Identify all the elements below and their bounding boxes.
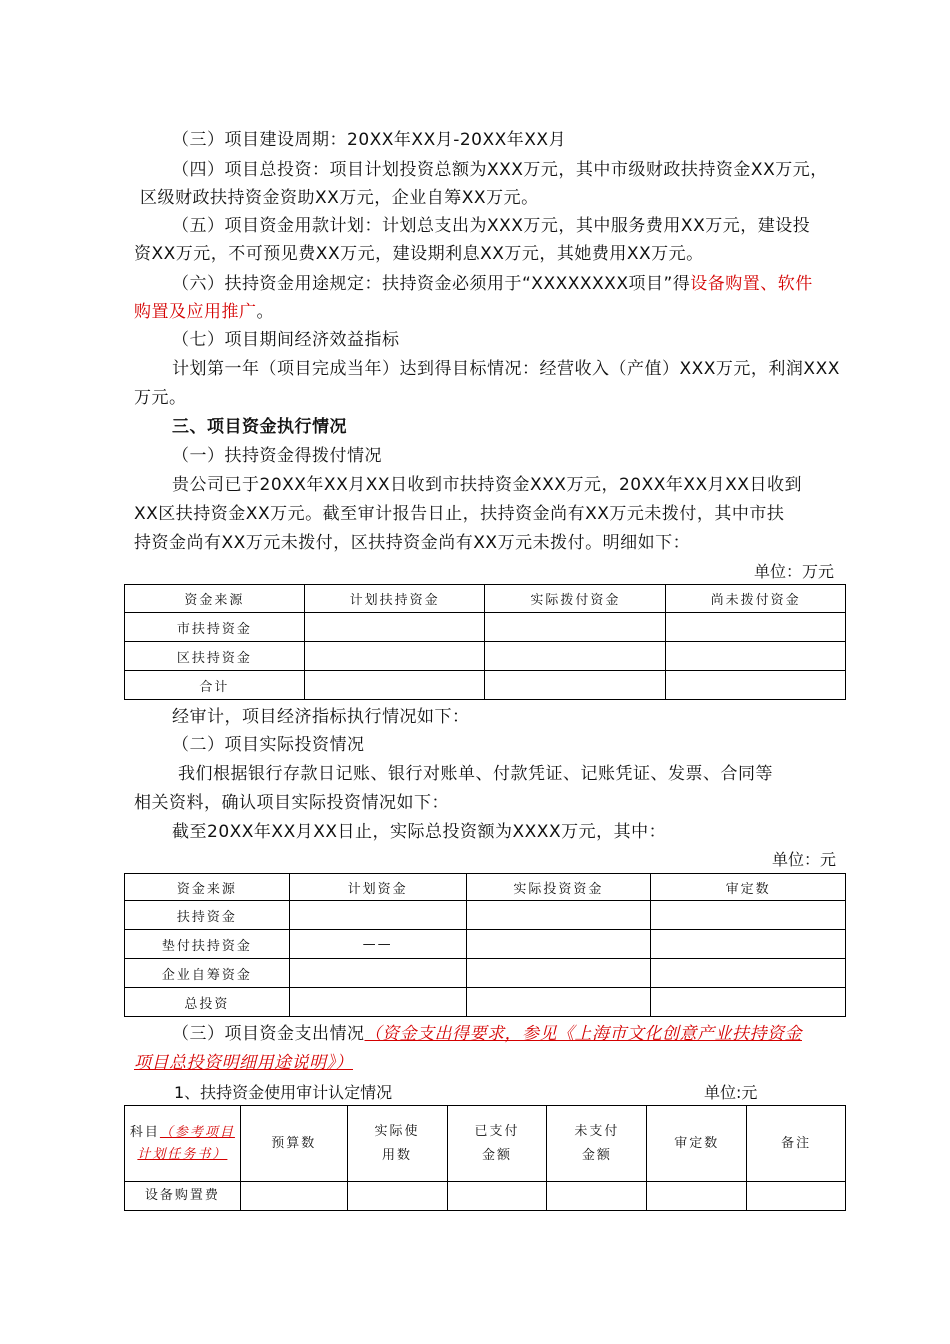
- table-header-cell: 未支付金额: [547, 1106, 647, 1182]
- table-cell: [647, 1182, 747, 1211]
- table-header-cell: 预算数: [240, 1106, 347, 1182]
- table-cell: [485, 613, 666, 642]
- paragraph-basis-1: 我们根据银行存款日记账、银行对账单、付款凭证、记账凭证、发票、合同等: [178, 764, 773, 784]
- table-cell: [666, 613, 846, 642]
- table-cell: [651, 901, 846, 930]
- table-header-cell-subject: [125, 1106, 241, 1182]
- paragraph-fund-usage-1: [172, 270, 813, 298]
- table-row: [125, 901, 846, 930]
- table-cell: 市扶持资金: [125, 613, 305, 642]
- table-cell: [651, 930, 846, 959]
- table-header-cell: 计划扶持资金: [304, 585, 485, 613]
- table-cell: 企业自筹资金: [125, 959, 290, 988]
- paragraph-total-actual: 截至20XX年XX月XX日止，实际总投资额为XXXX万元，其中：: [172, 822, 667, 842]
- table-cell: [466, 901, 651, 930]
- paragraph-benefit-indicators: （七）项目期间经济效益指标: [172, 330, 400, 350]
- table3-unit: 单位:元: [704, 1083, 758, 1102]
- table-cell: [289, 959, 466, 988]
- table-header-cell: 资金来源: [125, 874, 290, 901]
- fund-usage-end: 。: [256, 302, 274, 322]
- table-cell: [289, 988, 466, 1017]
- paragraph-actual-investment: （二）项目实际投资情况: [172, 735, 365, 755]
- fund-usage-highlight-2: 购置及应用推广: [134, 302, 257, 322]
- table-cell: 设备购置费: [125, 1182, 241, 1211]
- fund-usage-text: （六）扶持资金用途规定：扶持资金必须用于“XXXXXXXX项目”得: [172, 274, 691, 294]
- table-row: [125, 930, 846, 959]
- expenditure-heading: （三）项目资金支出情况: [172, 1024, 365, 1044]
- paragraph-total-investment-2: 区级财政扶持资金资助XX万元，企业自筹XX万元。: [140, 188, 539, 208]
- table-header-cell: 实际投资资金: [466, 874, 651, 901]
- fund-usage-audit-table: [124, 1105, 846, 1211]
- paragraph-received-1: 贵公司已于20XX年XX月XX日收到市扶持资金XXX万元，20XX年XX月XX日收到: [172, 475, 802, 495]
- table-header-row: [125, 874, 846, 901]
- table-cell: [666, 671, 846, 700]
- table-cell: [747, 1182, 846, 1211]
- paragraph-funding-plan-1: （五）项目资金用款计划：计划总支出为XXX万元，其中服务费用XX万元，建设投: [172, 216, 811, 236]
- table-cell: [547, 1182, 647, 1211]
- table-cell: [347, 1182, 447, 1211]
- table-row: [125, 642, 846, 671]
- table-row: [125, 959, 846, 988]
- paragraph-expenditure-2: [134, 1049, 353, 1077]
- table-row: [125, 671, 846, 700]
- table-header-cell: 实际拨付资金: [485, 585, 666, 613]
- paragraph-target-2: 万元。: [134, 388, 187, 408]
- table-header-cell: 计划资金: [289, 874, 466, 901]
- disbursement-table: [124, 584, 846, 700]
- table-header-cell: 资金来源: [125, 585, 305, 613]
- table-cell: [304, 642, 485, 671]
- paragraph-received-2: XX区扶持资金XX万元。截至审计报告日止，扶持资金尚有XX万元未拨付，其中市扶: [134, 504, 785, 524]
- table-cell: [466, 988, 651, 1017]
- paragraph-total-investment-1: （四）项目总投资：项目计划投资总额为XXX万元，其中市级财政扶持资金XX万元，: [172, 160, 828, 180]
- subject-reference-note: （参考项目计划任务书）: [137, 1124, 235, 1162]
- table-cell: [651, 959, 846, 988]
- table-header-cell: 备注: [747, 1106, 846, 1182]
- table-cell: ——: [289, 930, 466, 959]
- table-cell: 总投资: [125, 988, 290, 1017]
- table-header-row: [125, 1106, 846, 1182]
- table-cell: 区扶持资金: [125, 642, 305, 671]
- table-cell: 垫付扶持资金: [125, 930, 290, 959]
- table-header-cell: 尚未拨付资金: [666, 585, 846, 613]
- table-header-row: [125, 585, 846, 613]
- table-cell: [651, 988, 846, 1017]
- paragraph-target-1: 计划第一年（项目完成当年）达到得目标情况：经营收入（产值）XXX万元，利润XXX: [172, 359, 840, 379]
- table-header-cell: 审定数: [647, 1106, 747, 1182]
- table-cell: [466, 959, 651, 988]
- table-header-cell: 已支付金额: [447, 1106, 547, 1182]
- expenditure-requirement-note-2: 项目总投资明细用途说明》）: [134, 1053, 353, 1073]
- paragraph-construction-period: （三）项目建设周期：20XX年XX月-20XX年XX月: [172, 130, 567, 150]
- table-cell: [485, 642, 666, 671]
- table1-unit: 单位：万元: [754, 562, 835, 581]
- table2-unit: 单位：元: [772, 850, 837, 869]
- paragraph-audit-indicators: 经审计，项目经济指标执行情况如下：: [172, 707, 470, 727]
- table-cell: 扶持资金: [125, 901, 290, 930]
- table-cell: [447, 1182, 547, 1211]
- table-header-cell: 实际使用数: [347, 1106, 447, 1182]
- table-row: [125, 988, 846, 1017]
- table-row: [125, 1182, 846, 1211]
- paragraph-received-3: 持资金尚有XX万元未拨付，区扶持资金尚有XX万元未拨付。明细如下：: [134, 533, 691, 553]
- table-cell: [304, 613, 485, 642]
- table-cell: [304, 671, 485, 700]
- paragraph-fund-disbursement: （一）扶持资金得拨付情况: [172, 446, 382, 466]
- paragraph-basis-2: 相关资料，确认项目实际投资情况如下：: [134, 793, 449, 813]
- table-cell: [289, 901, 466, 930]
- table-cell: [240, 1182, 347, 1211]
- table3-caption: 1、扶持资金使用审计认定情况: [174, 1083, 393, 1102]
- table-cell: 合计: [125, 671, 305, 700]
- table-cell: [466, 930, 651, 959]
- fund-usage-highlight: 设备购置、软件: [690, 274, 813, 294]
- expenditure-requirement-note: （资金支出得要求，参见《上海市文化创意产业扶持资金: [364, 1024, 802, 1044]
- paragraph-expenditure-1: [172, 1020, 802, 1048]
- paragraph-funding-plan-2: 资XX万元，不可预见费XX万元，建设期利息XX万元，其她费用XX万元。: [134, 244, 704, 264]
- table-row: [125, 613, 846, 642]
- subject-label: 科目: [129, 1124, 160, 1140]
- paragraph-fund-usage-2: [134, 298, 274, 326]
- investment-table: [124, 873, 846, 1017]
- table-cell: [666, 642, 846, 671]
- table-header-cell: 审定数: [651, 874, 846, 901]
- table-cell: [485, 671, 666, 700]
- section-heading-fund-execution: 三、项目资金执行情况: [172, 417, 347, 437]
